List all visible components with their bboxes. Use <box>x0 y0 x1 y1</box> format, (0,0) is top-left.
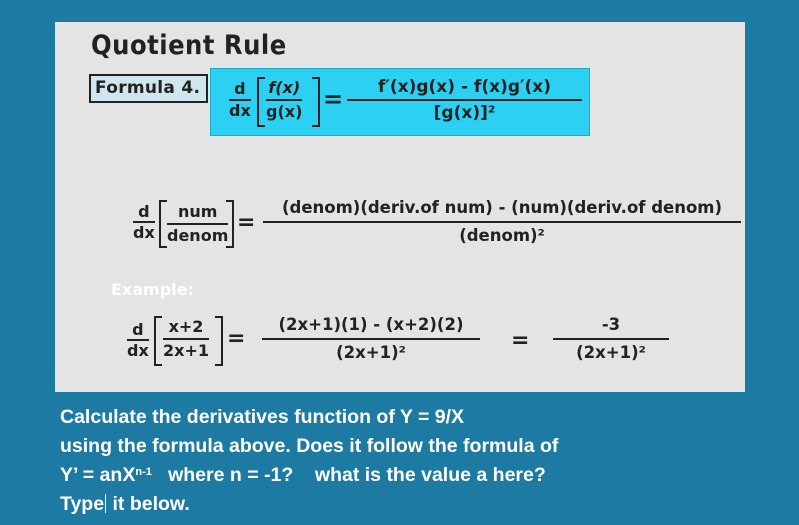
question-text <box>60 403 558 519</box>
equals-sign-example: = <box>227 326 246 351</box>
left-bracket <box>257 77 265 127</box>
slide-panel <box>55 22 745 392</box>
right-bracket <box>312 77 320 127</box>
equals-sign: = <box>323 85 344 113</box>
question-line-2: using the formula above. Does it follow the formula of <box>60 435 559 457</box>
slide-title: Quotient Rule <box>91 30 287 61</box>
example-expansion-fraction: (2x+1)(1) - (x+2)(2) (2x+1)² <box>262 314 480 364</box>
example-result-fraction: -3 (2x+1)² <box>553 314 669 364</box>
derivative-operator-example: d dx <box>127 320 149 360</box>
equals-sign-result: = <box>511 328 530 353</box>
left-bracket-words <box>159 200 167 248</box>
derivative-operator: d dx <box>229 79 251 120</box>
example-inner-fraction: x+2 2x+1 <box>163 317 209 360</box>
formula-box <box>210 68 590 136</box>
example-label: Example: <box>111 280 194 299</box>
words-rule-fraction: (denom)(deriv.of num) - (num)(deriv.of denom) (denom)² <box>263 197 741 247</box>
derivative-operator-words: d dx <box>133 202 155 242</box>
equals-sign-words: = <box>237 210 256 235</box>
formula-label: Formula 4. <box>89 74 208 103</box>
text-cursor <box>105 494 106 513</box>
num-denom-fraction: num denom <box>167 202 229 245</box>
question-line-1: Calculate the derivatives function of Y = 9/X <box>60 406 465 428</box>
question-line-3: Y’ = anX$^{n-1}$ where n = -1? what is the value a here? <box>60 464 546 486</box>
right-bracket-example <box>215 316 223 366</box>
inner-fraction: f(x) g(x) <box>266 78 303 121</box>
left-bracket-example <box>154 316 162 366</box>
question-line-4: Type it below. <box>60 493 190 515</box>
quotient-rule-fraction: f′(x)g(x) - f(x)g′(x) [g(x)]² <box>347 77 582 123</box>
right-bracket-words <box>226 200 234 248</box>
